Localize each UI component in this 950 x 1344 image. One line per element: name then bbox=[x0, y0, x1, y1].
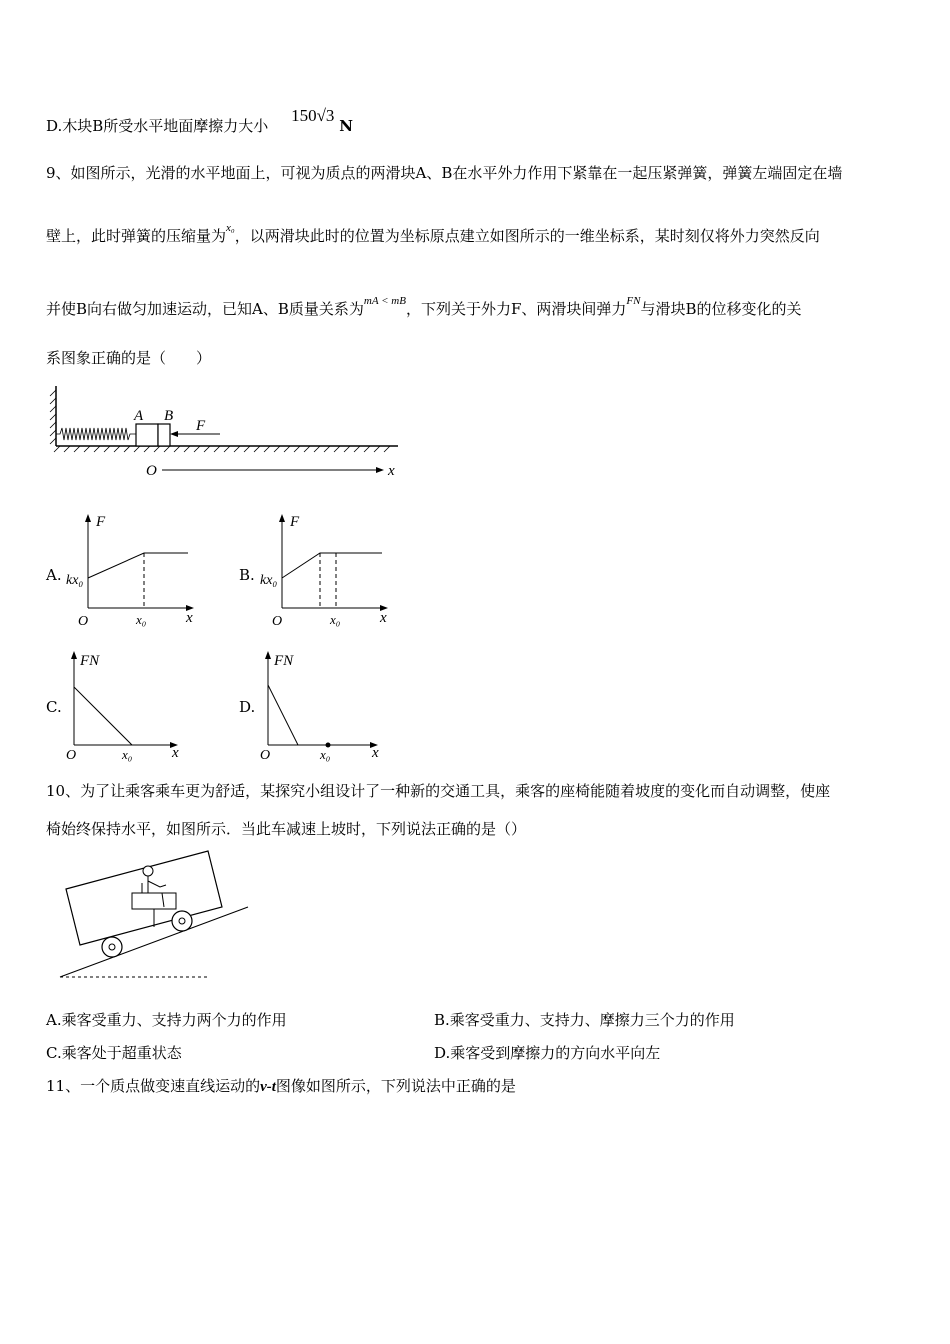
q9-line2a: 壁上，此时弹簧的压缩量为 bbox=[46, 227, 227, 245]
q9-spring-figure bbox=[46, 378, 406, 478]
option-c-xlabel: x bbox=[172, 745, 179, 761]
q9-line1: 9、如图所示，光滑的水平地面上，可视为质点的两滑块A、B在水平外力作用下紧靠在一起压紧弹簧，弹簧左端固定在墙 bbox=[46, 164, 843, 182]
q9-line3 bbox=[46, 295, 802, 319]
fig-label-a: A bbox=[134, 408, 144, 424]
q9-line2 bbox=[46, 222, 820, 246]
fig-label-b: B bbox=[164, 408, 174, 424]
q9-option-d-label: D. bbox=[239, 698, 256, 716]
q9-option-a-graph bbox=[64, 510, 204, 630]
q8-option-d-value: 150√3 bbox=[291, 106, 335, 125]
q11-line1a: 11、一个质点做变速直线运动的 bbox=[46, 1077, 261, 1095]
q8-option-d bbox=[46, 106, 353, 136]
q10-option-c: C.乘客处于超重状态 bbox=[46, 1044, 182, 1062]
q10-line1: 10、为了让乘客乘车更为舒适，某探究小组设计了一种新的交通工具，乘客的座椅能随着坡度的变化而自动调整，使座 bbox=[46, 782, 831, 800]
option-c-origin: O bbox=[66, 748, 77, 763]
q8-option-d-text: D.木块B所受水平地面摩擦力大小 bbox=[46, 117, 269, 135]
q10-option-a: A.乘客受重力、支持力两个力的作用 bbox=[46, 1011, 287, 1029]
block-b-shape bbox=[158, 424, 170, 446]
q9-option-c-label: C. bbox=[46, 698, 62, 716]
q9-line4: 系图象正确的是（ ） bbox=[46, 349, 212, 367]
option-d-xlabel: x bbox=[372, 745, 379, 761]
fig-label-x: x bbox=[388, 463, 395, 478]
q10-option-d: D.乘客受到摩擦力的方向水平向左 bbox=[434, 1044, 661, 1062]
q10-line2: 椅始终保持水平，如图所示．当此车减速上坡时，下列说法正确的是（） bbox=[46, 820, 527, 838]
q11-line1 bbox=[46, 1075, 516, 1096]
q9-option-b-label: B. bbox=[239, 566, 255, 584]
q8-option-d-unit: N bbox=[339, 117, 353, 135]
q9-line2b: ，以两滑块此时的位置为坐标原点建立如图所示的一维坐标系，某时刻仅将外力突然反向 bbox=[234, 227, 820, 245]
option-a-ylabel: F bbox=[96, 514, 106, 530]
q9-option-d-graph bbox=[254, 645, 389, 765]
option-b-xlabel: x bbox=[380, 610, 387, 626]
option-b-y0: kx₀ bbox=[260, 573, 278, 588]
q9-line3a: 并使B向右做匀加速运动，已知A、B质量关系为 bbox=[46, 300, 364, 318]
q11-vt-symbol: v-t bbox=[260, 1079, 276, 1095]
q9-fn-symbol: FN bbox=[626, 295, 641, 307]
option-d-ylabel: FN bbox=[274, 653, 294, 669]
q10-vehicle-figure bbox=[56, 845, 256, 985]
q9-option-a-label: A. bbox=[46, 566, 62, 584]
option-a-xlabel: x bbox=[186, 610, 193, 626]
q9-option-b-graph bbox=[258, 510, 398, 630]
option-a-origin: O bbox=[78, 614, 89, 629]
block-a-shape bbox=[136, 424, 158, 446]
option-b-ylabel: F bbox=[290, 514, 300, 530]
q9-line3b: ，下列关于外力F、两滑块间弹力 bbox=[405, 300, 627, 318]
q9-x0-symbol: x₀ bbox=[226, 222, 235, 234]
q10-option-b: B.乘客受重力、支持力、摩擦力三个力的作用 bbox=[434, 1011, 735, 1029]
spring-shape bbox=[56, 428, 136, 440]
option-b-origin: O bbox=[272, 614, 283, 629]
option-d-origin: O bbox=[260, 748, 271, 763]
q9-line3c: 与滑块B的位移变化的关 bbox=[640, 300, 802, 318]
option-a-y0: kx₀ bbox=[66, 573, 84, 588]
option-c-x0: x₀ bbox=[122, 747, 133, 762]
option-d-x0: x₀ bbox=[320, 747, 331, 762]
q9-mass-relation: mA < mB bbox=[363, 295, 406, 307]
fig-label-f: F bbox=[196, 418, 206, 434]
option-c-ylabel: FN bbox=[80, 653, 100, 669]
q11-line1b: 图像如图所示，下列说法中正确的是 bbox=[275, 1077, 516, 1095]
option-b-x0: x₀ bbox=[330, 612, 341, 627]
q9-option-c-graph bbox=[60, 645, 190, 765]
seat-shape bbox=[132, 893, 176, 909]
fig-label-o: O bbox=[146, 463, 157, 478]
option-a-x0: x₀ bbox=[136, 612, 147, 627]
